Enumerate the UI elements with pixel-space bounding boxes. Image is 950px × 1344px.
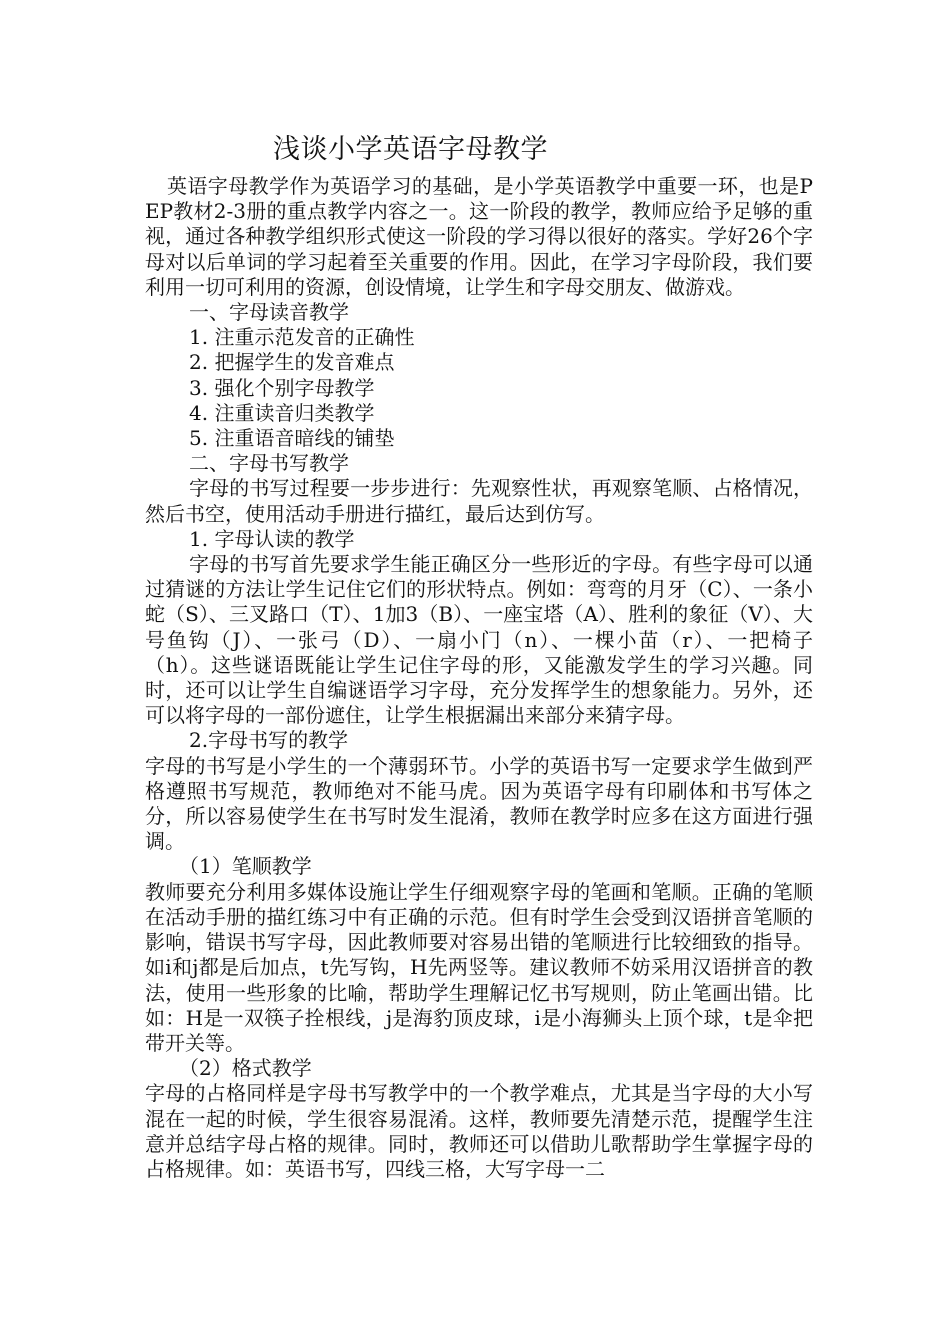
sub2b-heading: （2）格式教学: [179, 1056, 312, 1081]
document-title: 浅谈小学英语字母教学: [273, 134, 548, 165]
sub2-heading: 2.字母书写的教学: [189, 728, 349, 753]
section1-item-5: 5. 注重语音暗线的铺垫: [189, 426, 395, 451]
section1-heading: 一、字母读音教学: [189, 300, 349, 325]
sub1-heading: 1. 字母认读的教学: [189, 526, 355, 551]
section1-item-4: 4. 注重读音归类教学: [189, 400, 375, 425]
sub2b-paragraph: 字母的占格同样是字母书写教学中的一个教学难点，尤其是当字母的大小写混在一起的时候，学生很容易混淆。这样，教师要先清楚示范，提醒学生注意并总结字母占格的规律。同时，教师还可以借助儿歌帮助学生掌握字母的占格规律。如：英语书写，四线三格，大写字母一二: [145, 1081, 813, 1181]
sub2a-paragraph: 教师要充分利用多媒体设施让学生仔细观察字母的笔画和笔顺。正确的笔顺在活动手册的描红练习中有正确的示范。但有时学生会受到汉语拼音笔顺的影响，错误书写字母，因此教师要对容易出错的笔顺进行比较细致的指导。如i和j都是后加点，t先写钩，H先两竖等。建议教师不妨采用汉语拼音的教法，使用一些形象的比喻，帮助学生理解记忆书写规则，防止笔画出错。比如：H是一双筷子拴根线，j是海豹顶皮球，i是小海狮头上顶个球，t是伞把带开关等。: [145, 879, 813, 1055]
section2-heading: 二、字母书写教学: [189, 451, 349, 476]
section2-intro: 字母的书写过程要一步步进行：先观察性状，再观察笔顺、占格情况，然后书空，使用活动手册进行描红，最后达到仿写。: [145, 476, 813, 526]
document-page: [145, 130, 813, 1182]
sub2a-heading: （1）笔顺教学: [179, 854, 312, 879]
section1-item-2: 2. 把握学生的发音难点: [189, 350, 395, 375]
sub2-paragraph: 字母的书写是小学生的一个薄弱环节。小学的英语书写一定要求学生做到严格遵照书写规范，教师绝对不能马虎。因为英语字母有印刷体和书写体之分，所以容易使学生在书写时发生混淆，教师在教学时应多在这方面进行强调。: [145, 753, 813, 854]
sub1-paragraph: 字母的书写首先要求学生能正确区分一些形近的字母。有些字母可以通过猜谜的方法让学生记住它们的形状特点。例如：弯弯的月牙（C）、一条小蛇（S）、三叉路口（T）、1加3（B）、一座宝塔（A）、胜利的象征（V）、大号鱼钩（J）、一张弓（D）、一扇小门（n）、一棵小苗（r）、一把椅子（h）。这些谜语既能让学生记住字母的形，又能激发学生的学习兴趣。同时，还可以让学生自编谜语学习字母，充分发挥学生的想象能力。另外，还可以将字母的一部份遮住，让学生根据漏出来部分来猜字母。: [145, 552, 813, 728]
section1-item-1: 1. 注重示范发音的正确性: [189, 325, 415, 350]
intro-paragraph: 英语字母教学作为英语学习的基础，是小学英语教学中重要一环，也是PEP教材2-3册的重点教学内容之一。这一阶段的教学，教师应给予足够的重视，通过各种教学组织形式使这一阶段的学习得以很好的落实。学好26个字母对以后单词的学习起着至关重要的作用。因此，在学习字母阶段，我们要利用一切可利用的资源，创设情境，让学生和字母交朋友、做游戏。: [145, 174, 813, 299]
section1-item-3: 3. 强化个别字母教学: [189, 375, 375, 400]
